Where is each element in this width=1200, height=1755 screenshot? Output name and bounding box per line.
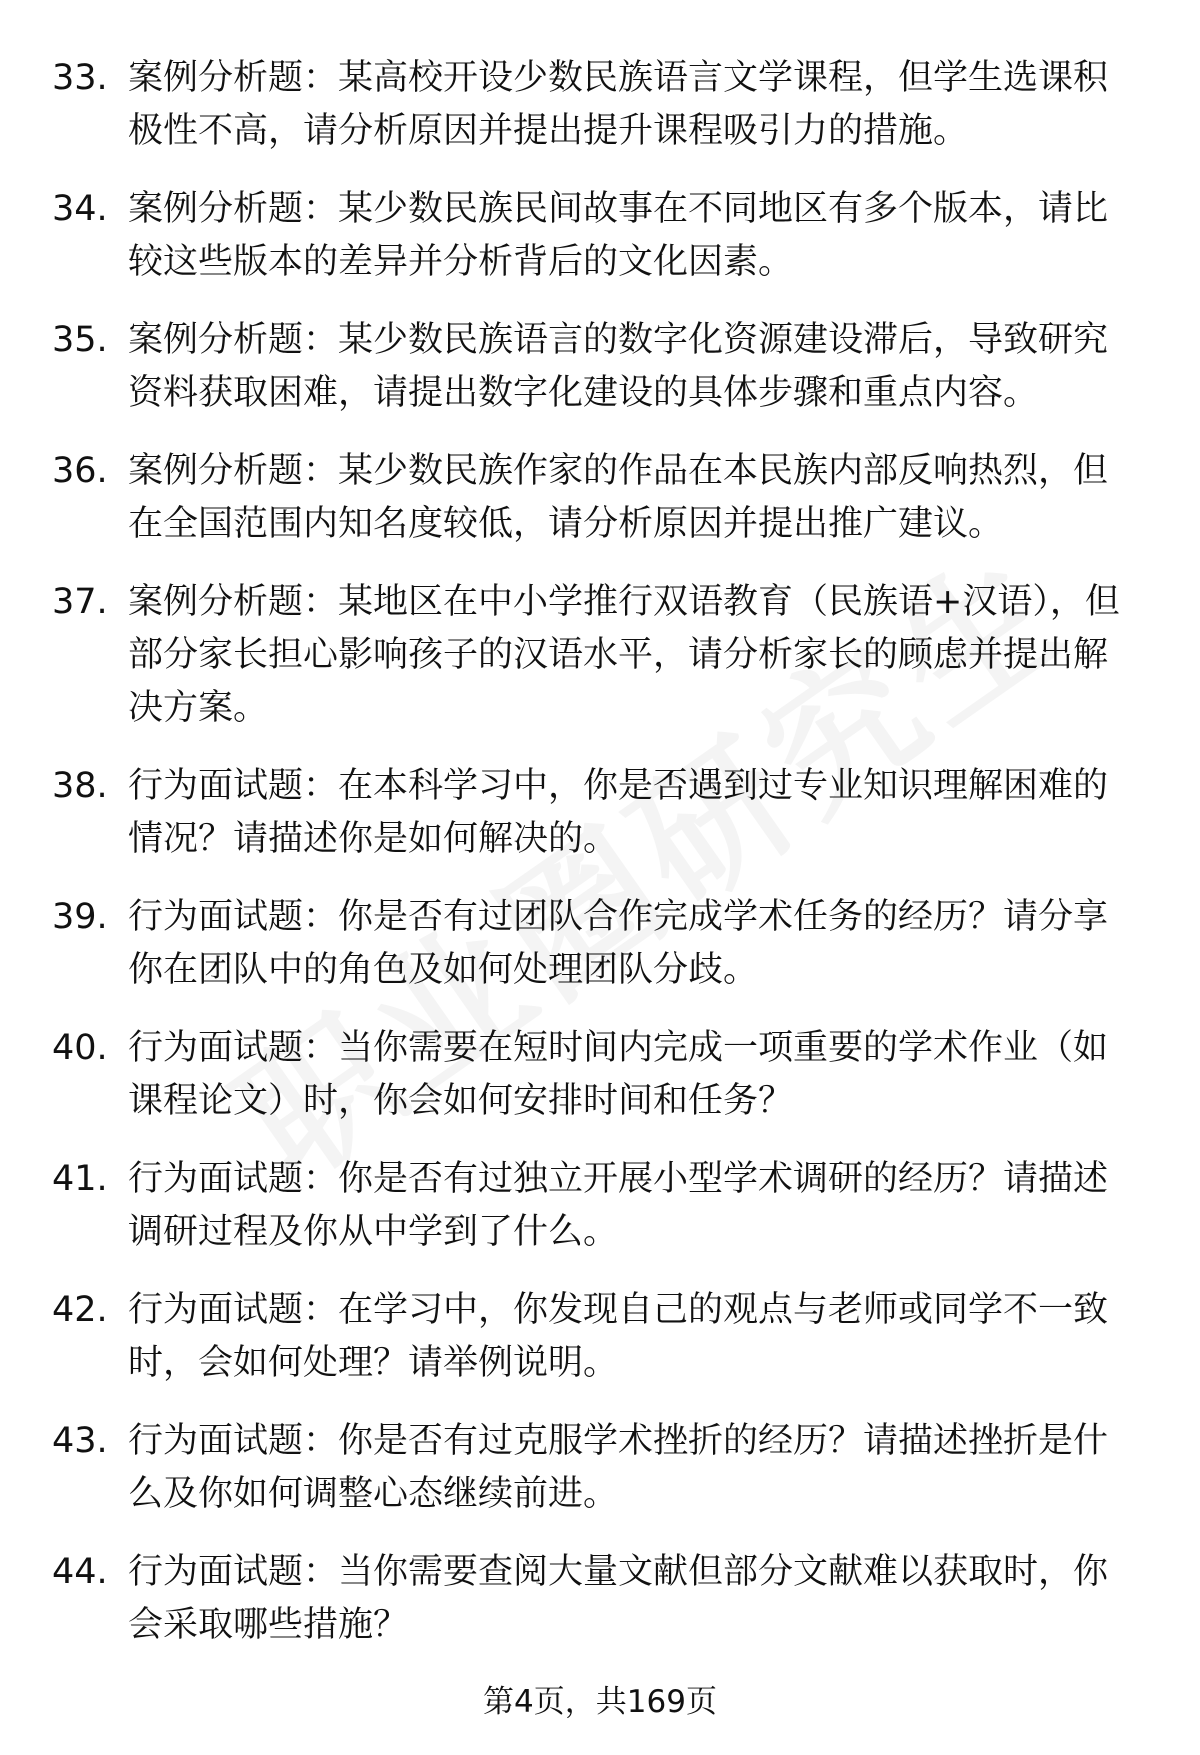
question-number: 38. [52,766,108,806]
question-text: 案例分析题：某少数民族作家的作品在本民族内部反响热烈，但在全国范围内知名度较低，请分析原因并提出推广建议。 [128,451,1109,544]
question-number: 35. [52,320,108,360]
question-item [0,1284,1200,1390]
question-text: 行为面试题：当你需要查阅大量文献但部分文献难以获取时，你会采取哪些措施？ [128,1552,1109,1645]
question-text: 行为面试题：你是否有过团队合作完成学术任务的经历？请分享你在团队中的角色及如何处理团队分歧。 [128,897,1109,990]
question-list [0,52,1200,1652]
question-item [0,314,1200,420]
question-number: 33. [52,58,108,98]
question-item [0,183,1200,289]
question-item [0,1546,1200,1652]
question-item [0,891,1200,997]
question-number: 36. [52,451,108,491]
question-number: 37. [52,582,108,622]
question-item [0,576,1200,735]
question-number: 40. [52,1028,108,1068]
question-number: 42. [52,1290,108,1330]
question-text: 行为面试题：在学习中，你发现自己的观点与老师或同学不一致时，会如何处理？请举例说明。 [128,1290,1109,1383]
question-text: 行为面试题：当你需要在短时间内完成一项重要的学术作业（如课程论文）时，你会如何安排时间和任务？ [128,1028,1109,1121]
question-text: 案例分析题：某少数民族语言的数字化资源建设滞后，导致研究资料获取困难，请提出数字化建设的具体步骤和重点内容。 [128,320,1109,413]
question-item [0,52,1200,158]
question-number: 39. [52,897,108,937]
question-text: 行为面试题：在本科学习中，你是否遇到过专业知识理解困难的情况？请描述你是如何解决的。 [128,766,1109,859]
question-item [0,1153,1200,1259]
question-number: 43. [52,1421,108,1461]
question-text: 行为面试题：你是否有过独立开展小型学术调研的经历？请描述调研过程及你从中学到了什么。 [128,1159,1109,1252]
question-text: 案例分析题：某高校开设少数民族语言文学课程，但学生选课积极性不高，请分析原因并提出提升课程吸引力的措施。 [128,58,1109,151]
question-number: 34. [52,189,108,229]
question-item [0,1022,1200,1128]
question-item [0,760,1200,866]
page-footer: 第4页，共169页 [483,1684,717,1720]
question-text: 案例分析题：某少数民族民间故事在不同地区有多个版本，请比较这些版本的差异并分析背后的文化因素。 [128,189,1109,282]
question-item [0,1415,1200,1521]
question-number: 41. [52,1159,108,1199]
question-item [0,445,1200,551]
question-number: 44. [52,1552,108,1592]
question-text: 行为面试题：你是否有过克服学术挫折的经历？请描述挫折是什么及你如何调整心态继续前进。 [128,1421,1109,1514]
question-text: 案例分析题：某地区在中小学推行双语教育（民族语+汉语），但部分家长担心影响孩子的汉语水平，请分析家长的顾虑并提出解决方案。 [128,582,1120,728]
